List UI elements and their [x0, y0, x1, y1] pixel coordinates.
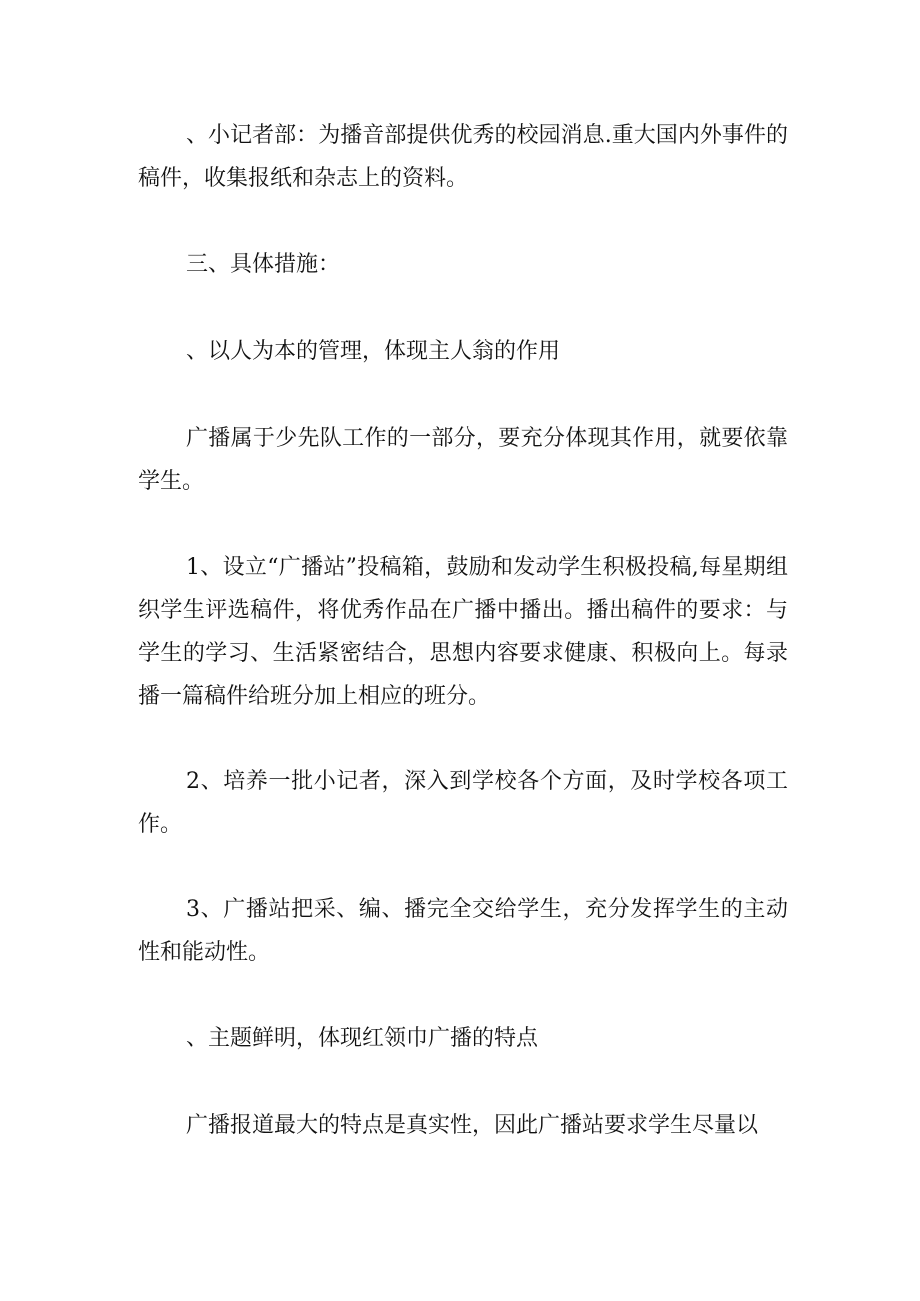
paragraph-item-2: 2、培养一批小记者，深入到学校各个方面，及时学校各项工作。: [138, 769, 788, 837]
paragraph-reporter-dept: 、小记者部：为播音部提供优秀的校园消息.重大国内外事件的稿件，收集报纸和杂志上的资料。: [138, 123, 788, 191]
paragraph-broadcast-role: 广播属于少先队工作的一部分，要充分体现其作用，就要依靠学生。: [138, 426, 788, 494]
section-heading-measures: 三、具体措施：: [186, 252, 341, 277]
paragraph-item-3: 3、广播站把采、编、播完全交给学生，充分发挥学生的主动性和能动性。: [138, 897, 788, 965]
paragraph-authenticity: 广播报道最大的特点是真实性，因此广播站要求学生尽量以: [186, 1113, 759, 1138]
paragraph-item-1: 1、设立“广播站”投稿箱，鼓励和发动学生积极投稿,每星期组织学生评选稿件，将优秀作品在广播中播出。播出稿件的要求：与学生的学习、生活紧密结合，思想内容要求健康、积极向上。每录播一篇稿件给班分加上相应的班分。: [138, 555, 788, 709]
subheading-people-oriented: 、以人为本的管理，体现主人翁的作用: [186, 339, 561, 364]
subheading-theme: 、主题鲜明，体现红领巾广播的特点: [186, 1026, 539, 1051]
